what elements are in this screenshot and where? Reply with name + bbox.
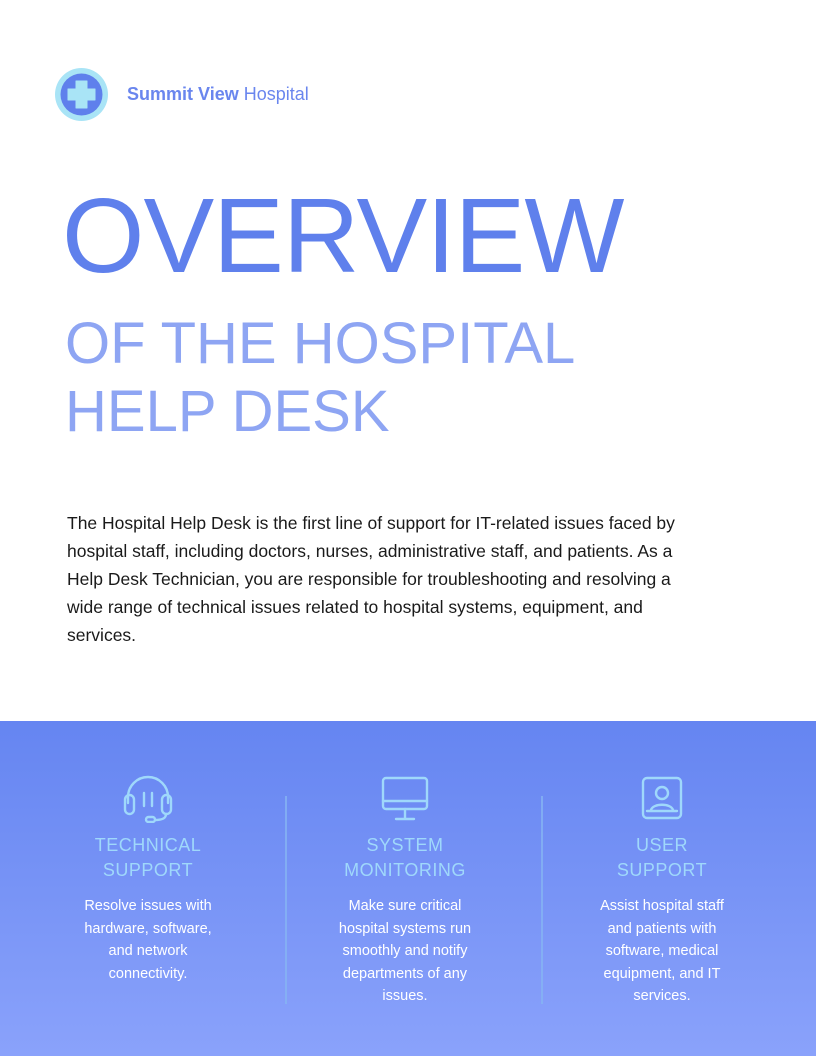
user-profile-icon [637, 775, 687, 823]
feature-description: Make sure critical hospital systems run smoothly and notify departments of any issues. [338, 898, 472, 1004]
feature-title-line: SUPPORT [102, 860, 194, 880]
logo [55, 68, 309, 121]
feature-title [38, 833, 258, 883]
feature-system-monitoring [295, 775, 515, 1008]
subtitle-line-1: OF THE HOSPITAL [65, 311, 576, 376]
column-divider [541, 796, 543, 1004]
brand-name-rest: Hospital [243, 84, 309, 104]
page-subtitle [65, 310, 575, 446]
feature-title-line: SUPPORT [616, 860, 708, 880]
feature-technical-support [38, 775, 258, 985]
feature-title-line: MONITORING [344, 860, 466, 880]
feature-title [552, 833, 772, 883]
brand-name [127, 84, 309, 105]
features-band [0, 721, 816, 1056]
headset-icon [123, 775, 173, 823]
feature-title-line: SYSTEM [366, 835, 444, 855]
feature-title-line: TECHNICAL [94, 835, 202, 855]
column-divider [285, 796, 287, 1004]
subtitle-line-2: HELP DESK [65, 379, 390, 444]
feature-description: Assist hospital staff and patients with software, medical equipment, and IT services. [600, 898, 724, 1004]
intro-paragraph: The Hospital Help Desk is the first line of support for IT-related issues faced by hospital staff, including doctors, nurses, administrative staff, and patients. As a Help Desk Technician, you are responsible for troubleshooting and resolving a wide range of technical issues related to hospital systems, equipment, and services. [67, 513, 675, 645]
feature-title-line: USER [635, 835, 688, 855]
feature-user-support [552, 775, 772, 1008]
page-title: OVERVIEW [62, 177, 624, 295]
brand-name-bold: Summit View [127, 84, 239, 104]
feature-description: Resolve issues with hardware, software, and network connectivity. [84, 898, 212, 982]
medical-cross-icon [55, 68, 108, 121]
monitor-icon [380, 775, 430, 823]
feature-title [295, 833, 515, 883]
